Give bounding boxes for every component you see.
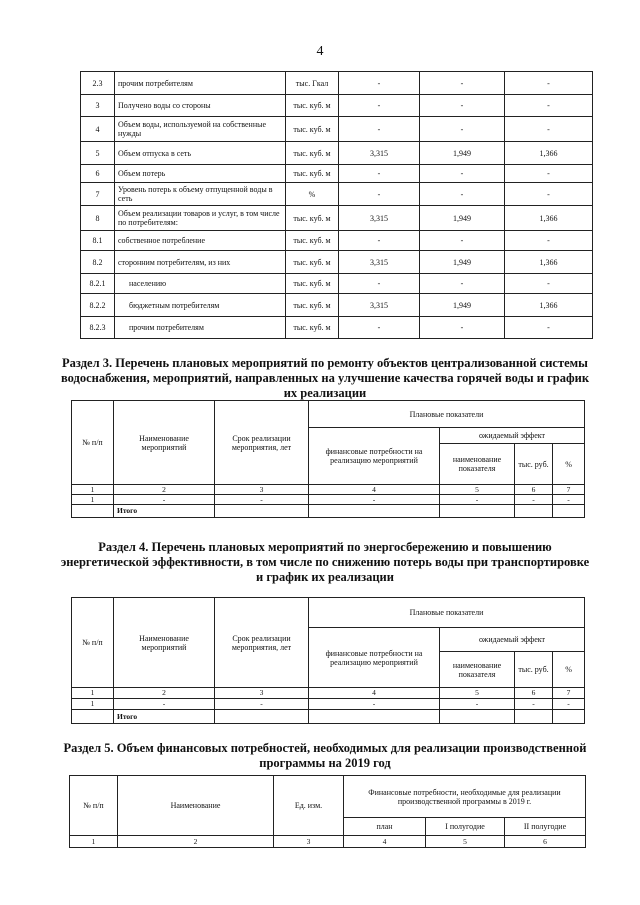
row-number: 8.1	[81, 231, 115, 251]
cell: 2	[114, 485, 215, 495]
section-3-table	[71, 400, 585, 518]
cell: -	[215, 699, 309, 710]
section-4-table	[71, 597, 585, 724]
row-name: собственное потребление	[115, 231, 286, 251]
col-fin: Финансовые потребности, необходимые для реализации производственной программы в 2019 г.	[344, 776, 586, 818]
row-unit: тыс. куб. м	[286, 117, 339, 142]
col-rub: тыс. руб.	[515, 652, 553, 688]
row-value: 3,315	[339, 142, 420, 165]
cell: -	[309, 699, 440, 710]
cell: 3	[274, 836, 344, 848]
row-name: прочим потребителям	[115, 317, 286, 339]
row-number: 8.2.1	[81, 274, 115, 294]
cell: -	[114, 699, 215, 710]
cell: -	[440, 699, 515, 710]
row-value: -	[505, 165, 593, 183]
cell: 7	[553, 485, 585, 495]
cell: 6	[515, 485, 553, 495]
col-name: Наименование мероприятий	[114, 598, 215, 688]
row-value: 1,366	[505, 142, 593, 165]
index-row	[72, 688, 585, 699]
row-value: 1,949	[420, 251, 505, 274]
row-number: 6	[81, 165, 115, 183]
row-unit: тыс. куб. м	[286, 251, 339, 274]
cell: -	[553, 699, 585, 710]
col-effect-name: наименование показателя	[440, 444, 515, 485]
table-row	[81, 206, 593, 231]
row-value: -	[420, 95, 505, 117]
row-unit: тыс. Гкал	[286, 72, 339, 95]
cell: -	[309, 495, 440, 505]
total-label: Итого	[114, 505, 215, 518]
row-value: 1,366	[505, 206, 593, 231]
row-name: Получено воды со стороны	[115, 95, 286, 117]
row-name: бюджетным потребителям	[115, 294, 286, 317]
row-value: -	[420, 183, 505, 206]
col-name: Наименование	[118, 776, 274, 836]
total-row	[72, 710, 585, 724]
col-plan: план	[344, 818, 426, 836]
row-value: 3,315	[339, 251, 420, 274]
row-unit: тыс. куб. м	[286, 274, 339, 294]
table-row	[81, 95, 593, 117]
page-number: 4	[316, 44, 324, 59]
cell: 7	[553, 688, 585, 699]
table-row	[81, 251, 593, 274]
table-row	[81, 117, 593, 142]
table-row	[72, 699, 585, 710]
row-value: -	[505, 231, 593, 251]
row-number: 3	[81, 95, 115, 117]
row-number: 8.2.2	[81, 294, 115, 317]
cell: 6	[505, 836, 586, 848]
row-unit: тыс. куб. м	[286, 165, 339, 183]
row-name: Объем отпуска в сеть	[115, 142, 286, 165]
total-row	[72, 505, 585, 518]
table-row	[81, 274, 593, 294]
row-number: 8.2	[81, 251, 115, 274]
row-number: 2.3	[81, 72, 115, 95]
row-value: 1,949	[420, 142, 505, 165]
row-value: -	[505, 117, 593, 142]
cell: 3	[215, 485, 309, 495]
col-h1: I полугодие	[426, 818, 505, 836]
row-value: -	[505, 183, 593, 206]
row-number: 8.2.3	[81, 317, 115, 339]
cell: 1	[70, 836, 118, 848]
col-fin: финансовые потребности на реализацию мероприятий	[309, 628, 440, 688]
cell: -	[114, 495, 215, 505]
col-h2: II полугодие	[505, 818, 586, 836]
cell: 3	[215, 688, 309, 699]
row-value: -	[505, 72, 593, 95]
row-value: 3,315	[339, 294, 420, 317]
row-number: 4	[81, 117, 115, 142]
table-row	[81, 142, 593, 165]
total-label: Итого	[114, 710, 215, 724]
cell: 1	[72, 485, 114, 495]
col-plan: Плановые показатели	[309, 598, 585, 628]
index-row	[72, 485, 585, 495]
cell: 6	[515, 688, 553, 699]
row-number: 7	[81, 183, 115, 206]
row-name: прочим потребителям	[115, 72, 286, 95]
row-value: -	[339, 317, 420, 339]
col-num: № п/п	[72, 598, 114, 688]
table-row	[81, 231, 593, 251]
row-name: Объем потерь	[115, 165, 286, 183]
table-row	[81, 294, 593, 317]
cell: -	[515, 699, 553, 710]
cell: 1	[72, 495, 114, 505]
col-unit: Ед. изм.	[274, 776, 344, 836]
row-unit: тыс. куб. м	[286, 294, 339, 317]
row-unit: тыс. куб. м	[286, 317, 339, 339]
cell: 5	[426, 836, 505, 848]
section-4-heading: Раздел 4. Перечень плановых мероприятий по энергосбережению и повышению энергетической эффективности, в том числе по снижению потерь воды при транспортировке и график их реализации	[60, 540, 590, 584]
cell: 1	[72, 699, 114, 710]
col-term: Срок реализации мероприятия, лет	[215, 401, 309, 485]
row-unit: тыс. куб. м	[286, 142, 339, 165]
row-value: -	[339, 274, 420, 294]
table-row	[81, 72, 593, 95]
row-value: -	[505, 274, 593, 294]
col-num: № п/п	[70, 776, 118, 836]
row-value: 3,315	[339, 206, 420, 231]
row-value: -	[420, 274, 505, 294]
col-fin: финансовые потребности на реализацию мероприятий	[309, 428, 440, 485]
cell: 2	[118, 836, 274, 848]
cell: 1	[72, 688, 114, 699]
col-num: № п/п	[72, 401, 114, 485]
row-value: -	[339, 165, 420, 183]
col-effect: ожидаемый эффект	[440, 428, 585, 444]
cell: -	[215, 495, 309, 505]
cell: -	[440, 495, 515, 505]
row-value: -	[339, 72, 420, 95]
table-row	[81, 165, 593, 183]
row-unit: тыс. куб. м	[286, 206, 339, 231]
col-effect-name: наименование показателя	[440, 652, 515, 688]
row-value: -	[505, 95, 593, 117]
cell: 5	[440, 485, 515, 495]
row-value: -	[339, 95, 420, 117]
section-5-heading: Раздел 5. Объем финансовых потребностей, необходимых для реализации производственной программы на 2019 год	[63, 741, 587, 770]
row-value: -	[420, 72, 505, 95]
col-plan: Плановые показатели	[309, 401, 585, 428]
row-unit: тыс. куб. м	[286, 231, 339, 251]
row-name: Объем реализации товаров и услуг, в том числе по потребителям:	[115, 206, 286, 231]
cell: 4	[309, 485, 440, 495]
col-rub: тыс. руб.	[515, 444, 553, 485]
cell: 4	[309, 688, 440, 699]
row-number: 8	[81, 206, 115, 231]
row-value: 1,366	[505, 294, 593, 317]
row-unit: %	[286, 183, 339, 206]
cell: 2	[114, 688, 215, 699]
row-value: -	[420, 231, 505, 251]
row-number: 5	[81, 142, 115, 165]
col-name: Наименование мероприятий	[114, 401, 215, 485]
row-value: 1,366	[505, 251, 593, 274]
cell: -	[553, 495, 585, 505]
row-value: -	[420, 317, 505, 339]
col-pct: %	[553, 444, 585, 485]
cell: 4	[344, 836, 426, 848]
section-3-heading: Раздел 3. Перечень плановых мероприятий по ремонту объектов централизованной системы водоснабжения, мероприятий, направленных на улучшение качества горячей воды и график их реализации	[60, 356, 590, 400]
row-value: -	[339, 231, 420, 251]
section-5-table	[69, 775, 586, 848]
row-name: Уровень потерь к объему отпущенной воды в сеть	[115, 183, 286, 206]
row-unit: тыс. куб. м	[286, 95, 339, 117]
table-row	[81, 183, 593, 206]
row-value: 1,949	[420, 294, 505, 317]
col-term: Срок реализации мероприятия, лет	[215, 598, 309, 688]
table-row	[72, 495, 585, 505]
row-value: 1,949	[420, 206, 505, 231]
row-value: -	[505, 317, 593, 339]
row-name: Объем воды, используемой на собственные нужды	[115, 117, 286, 142]
row-value: -	[339, 183, 420, 206]
col-pct: %	[553, 652, 585, 688]
cell: -	[515, 495, 553, 505]
row-value: -	[420, 165, 505, 183]
col-effect: ожидаемый эффект	[440, 628, 585, 652]
row-value: -	[339, 117, 420, 142]
row-value: -	[420, 117, 505, 142]
row-name: сторонним потребителям, из них	[115, 251, 286, 274]
row-name: населению	[115, 274, 286, 294]
cell: 5	[440, 688, 515, 699]
water-balance-table	[80, 71, 593, 339]
index-row	[70, 836, 586, 848]
table-row	[81, 317, 593, 339]
